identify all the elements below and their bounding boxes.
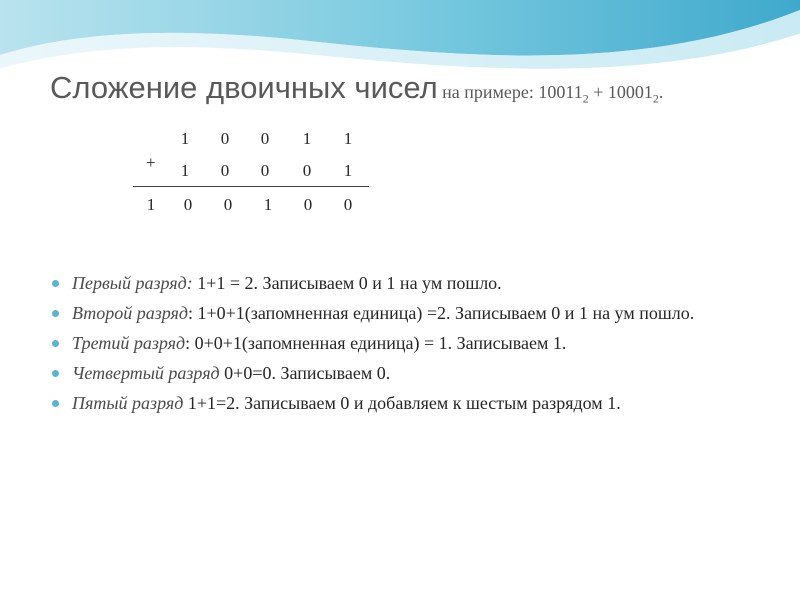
list-item: [50, 300, 770, 326]
result-digit: 1: [263, 195, 273, 214]
title-main: Сложение двоичных чисел: [50, 70, 438, 105]
title-base1: 2: [582, 91, 589, 106]
result-digit: 0: [303, 195, 313, 214]
step-text: 1+1 = 2. Записываем 0 и 1 на ум пошло.: [192, 273, 502, 293]
page-title: [50, 70, 663, 107]
step-label: Первый разряд:: [72, 273, 193, 293]
row2-digit: 0: [220, 161, 230, 180]
title-subtitle: [442, 82, 664, 106]
step-label: Четвертый разряд: [72, 363, 220, 383]
row1-digit: 1: [180, 129, 190, 148]
bullet-icon: [52, 370, 59, 377]
bullet-icon: [52, 280, 59, 287]
title-base2: 2: [652, 91, 659, 106]
row1-digit: 1: [302, 129, 312, 148]
list-item: [50, 390, 770, 416]
steps-list: [50, 270, 770, 420]
title-num1: 10011: [538, 82, 583, 102]
result-digit: 0: [183, 195, 193, 214]
addition-operator: +: [146, 153, 156, 172]
step-text: : 0+0+1(запомненная единица) = 1. Записываем 1.: [185, 333, 567, 353]
title-sub-prefix: на примере:: [442, 82, 539, 102]
row1-digit: 0: [220, 129, 230, 148]
list-item: [50, 330, 770, 356]
title-suffix: .: [658, 82, 664, 102]
result-digit: 0: [223, 195, 233, 214]
row2-digit: 0: [260, 161, 270, 180]
title-plus: +: [588, 82, 608, 102]
row2-digit: 1: [343, 161, 353, 180]
bullet-icon: [52, 340, 59, 347]
row2-digit: 1: [180, 161, 190, 180]
row1-digit: 1: [343, 129, 353, 148]
list-item: [50, 360, 770, 386]
step-text: : 1+0+1(запомненная единица) =2. Записываем 0 и 1 на ум пошло.: [187, 303, 695, 323]
step-label: Пятый разряд: [72, 393, 184, 413]
step-text: 0+0=0. Записываем 0.: [219, 363, 391, 383]
bullet-icon: [52, 400, 59, 407]
result-digit: 1: [146, 195, 156, 214]
sum-divider: [133, 186, 369, 187]
step-label: Третий разряд: [72, 333, 186, 353]
row2-digit: 0: [302, 161, 312, 180]
bullet-icon: [52, 310, 59, 317]
result-digit: 0: [343, 195, 353, 214]
list-item: [50, 270, 770, 296]
step-label: Второй разряд: [72, 303, 188, 323]
row1-digit: 0: [260, 129, 270, 148]
title-num2: 10001: [607, 82, 653, 102]
step-text: 1+1=2. Записываем 0 и добавляем к шестым разрядом 1.: [183, 393, 621, 413]
